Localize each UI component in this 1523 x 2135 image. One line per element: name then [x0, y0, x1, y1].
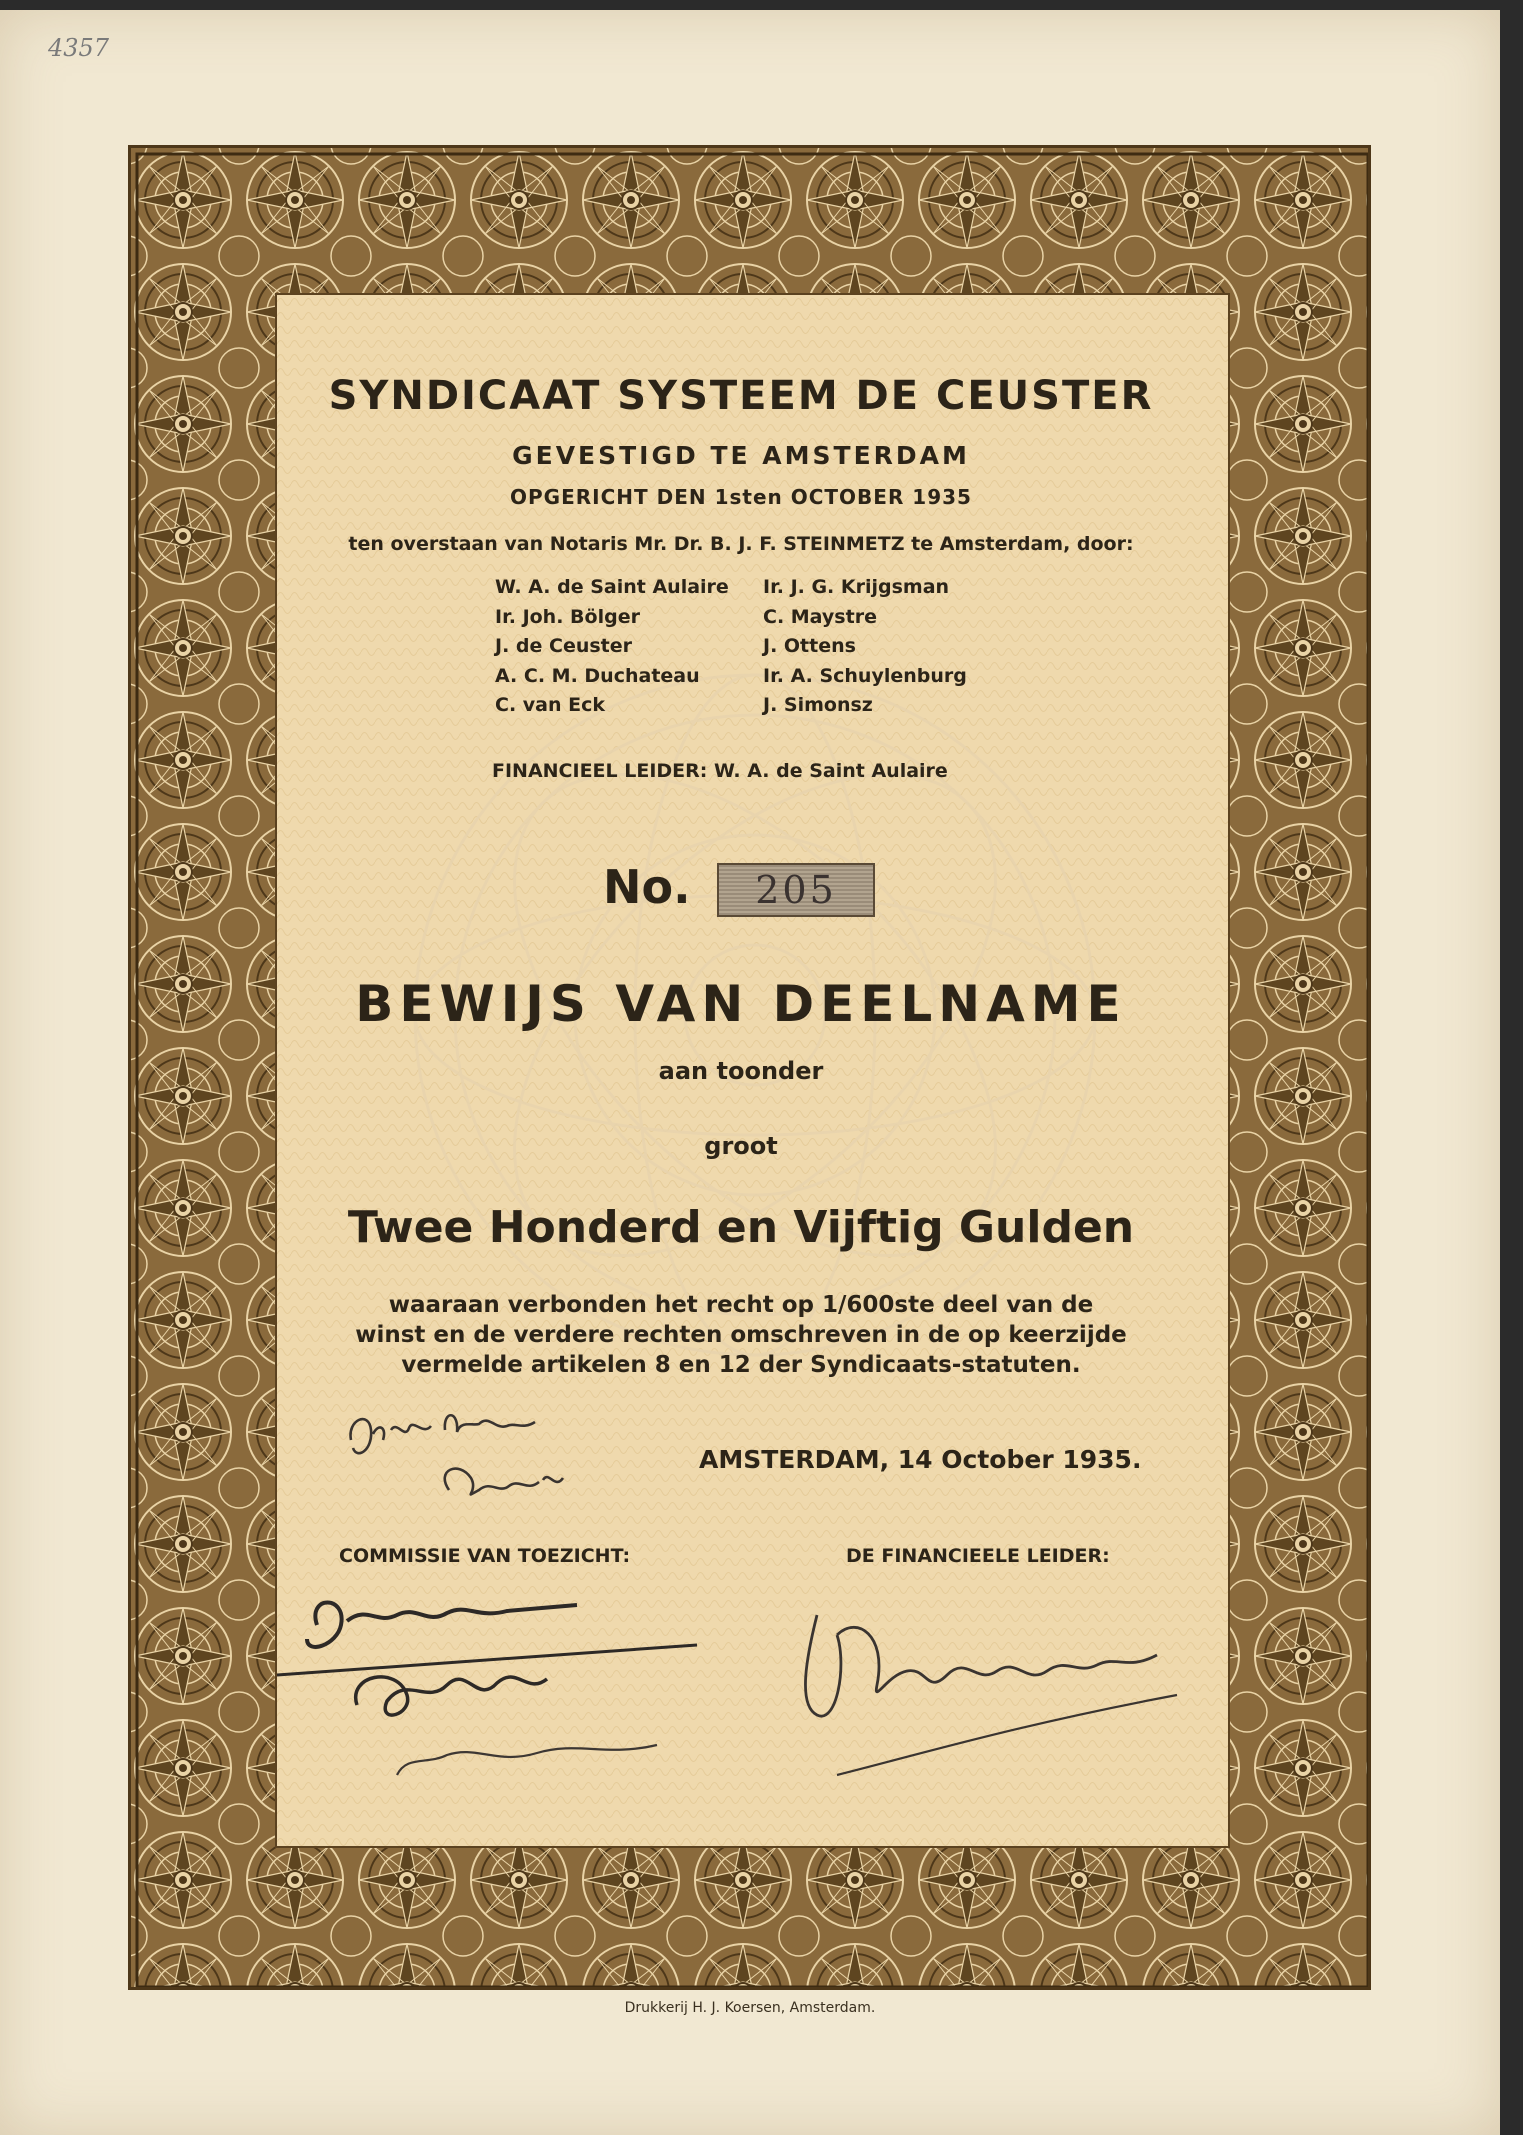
certificate-field	[275, 293, 1230, 1848]
founder-name: W. A. de Saint Aulaire	[495, 576, 729, 598]
financial-leader-label: DE FINANCIEELE LEIDER:	[846, 1545, 1110, 1567]
certificate-title: BEWIJS VAN DEELNAME	[355, 975, 1127, 1033]
rights-line: winst en de verdere rechten omschreven in de op keerzijde	[355, 1322, 1127, 1348]
financial-leader-line: FINANCIEEL LEIDER: W. A. de Saint Aulaire	[492, 760, 948, 782]
notary-line: ten overstaan van Notaris Mr. Dr. B. J. F. STEINMETZ te Amsterdam, door:	[348, 533, 1134, 555]
founders-column-left	[495, 576, 729, 724]
company-name: SYNDICAAT SYSTEEM DE CEUSTER	[328, 373, 1154, 419]
company-seat: GEVESTIGD TE AMSTERDAM	[512, 441, 970, 470]
number-label: No.	[603, 860, 691, 914]
rights-text	[277, 1290, 1205, 1380]
founder-name: Ir. J. G. Krijgsman	[763, 576, 950, 598]
certificate-number: 205	[717, 863, 875, 917]
amount-value: Twee Honderd en Vijftig Gulden	[347, 1202, 1135, 1253]
ornamental-border	[128, 145, 1371, 1990]
founder-name: Ir. A. Schuylenburg	[763, 664, 967, 687]
founders-column-right	[763, 576, 967, 724]
certificate-sheet	[0, 10, 1500, 2135]
printer-credit: Drukkerij H. J. Koersen, Amsterdam.	[624, 2000, 876, 2016]
rights-line: vermelde artikelen 8 en 12 der Syndicaats-statuten.	[401, 1352, 1081, 1378]
rights-line: waaraan verbonden het recht op 1/600ste deel van de	[388, 1292, 1094, 1318]
founder-name: A. C. M. Duchateau	[495, 664, 700, 687]
committee-signatures	[277, 1585, 757, 1835]
founder-name: J. Simonsz	[763, 694, 873, 716]
committee-label: COMMISSIE VAN TOEZICHT:	[339, 1545, 631, 1567]
signature-seen	[339, 1400, 599, 1520]
city-date: AMSTERDAM, 14 October 1935.	[699, 1445, 1142, 1474]
pencil-note: 4357	[48, 34, 110, 62]
founder-name: J. Ottens	[763, 635, 856, 657]
founding-date: OPGERICHT DEN 1sten OCTOBER 1935	[510, 485, 972, 509]
amount-label: groot	[704, 1132, 778, 1160]
bearer-note: aan toonder	[658, 1057, 824, 1085]
founder-name: Ir. Joh. Bölger	[495, 605, 640, 628]
financial-leader-signature	[777, 1575, 1207, 1805]
founder-name: J. de Ceuster	[495, 635, 633, 657]
founder-name: C. Maystre	[763, 605, 877, 628]
founder-name: C. van Eck	[495, 694, 606, 716]
